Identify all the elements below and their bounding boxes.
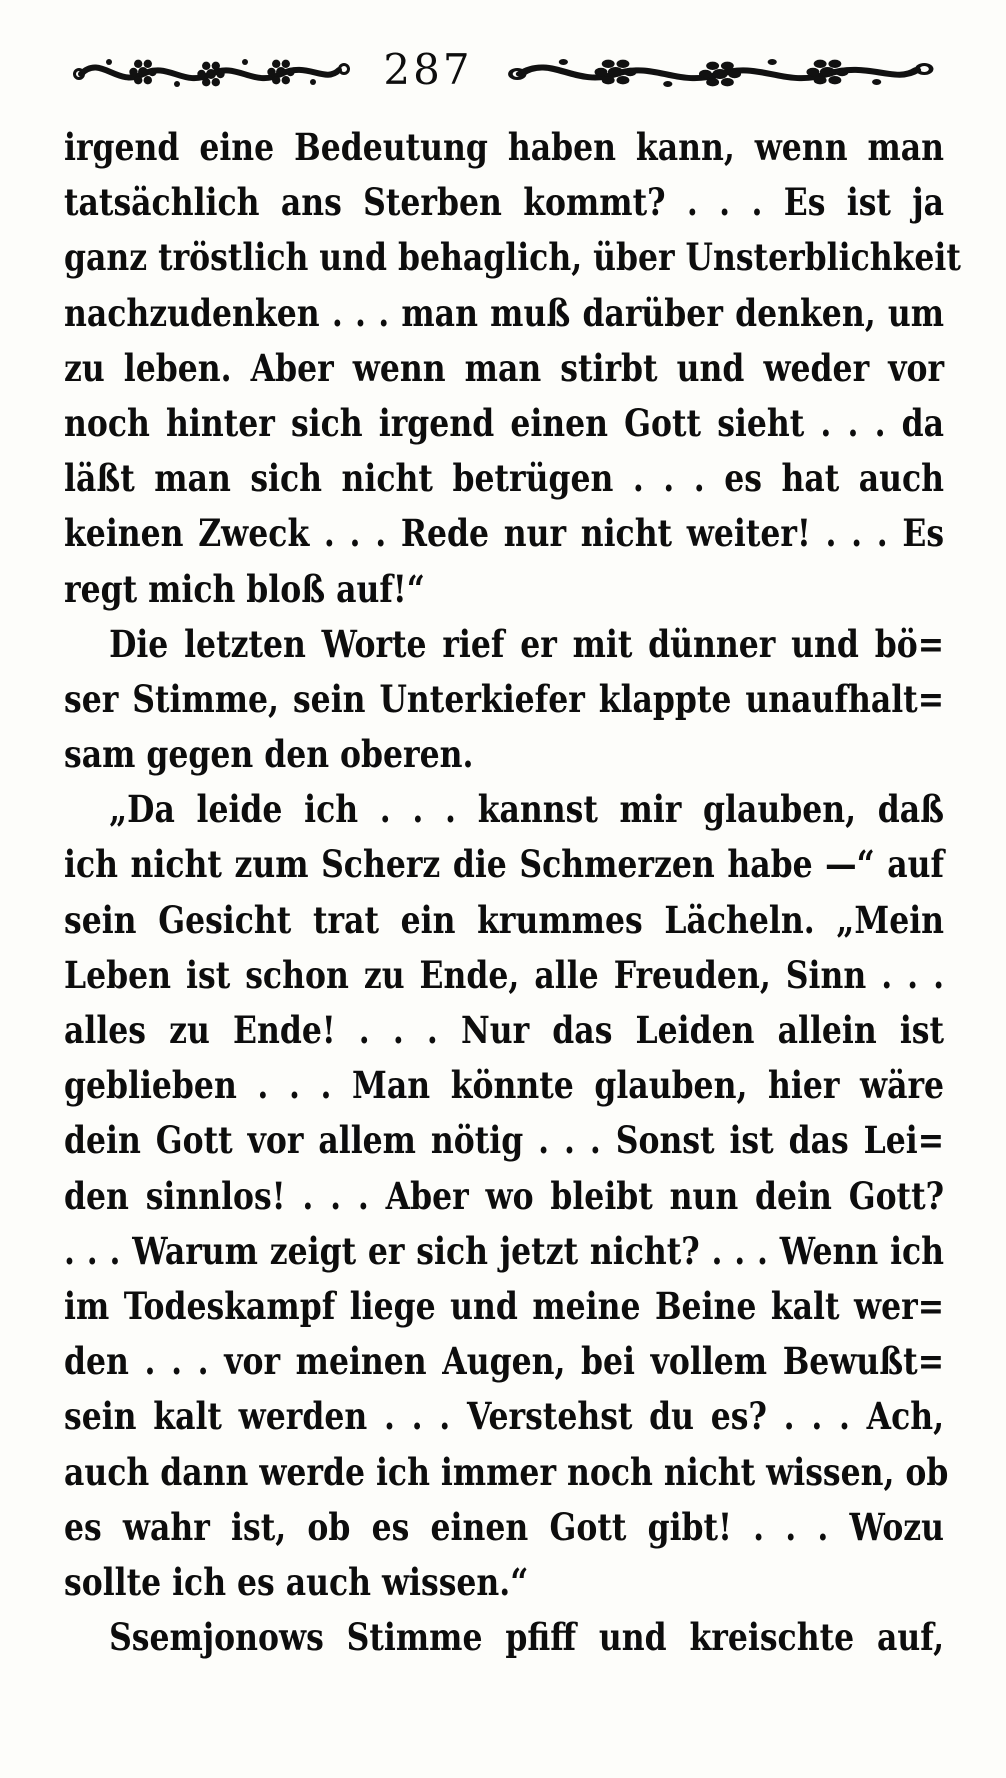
text-line: Die letzten Worte rief er mit dünner und bö= — [109, 621, 945, 666]
page-header — [0, 42, 1006, 98]
text-line: keinen Zweck . . . Rede nur nicht weiter! . . . Es — [64, 511, 945, 556]
text-line: zu leben. Aber wenn man stirbt und weder vor — [64, 345, 945, 390]
text-line: ser Stimme, sein Unterkiefer klappte unaufhalt= — [64, 676, 945, 721]
text-line: ich nicht zum Scherz die Schmerzen habe —“ auf — [64, 842, 945, 887]
text-line: sein kalt werden . . . Verstehst du es? . . . Ach, — [64, 1394, 945, 1439]
text-line: regt mich bloß auf!“ — [64, 566, 425, 611]
text-line: Ssemjonows Stimme pfiff und kreischte auf, — [109, 1615, 945, 1660]
text-line: „Da leide ich . . . kannst mir glauben, daß — [109, 787, 945, 832]
body-text — [64, 120, 961, 1665]
text-line: alles zu Ende! . . . Nur das Leiden allein ist — [64, 1008, 945, 1052]
page-number: 287 — [383, 45, 473, 94]
text-line: geblieben . . . Man könnte glauben, hier wäre — [64, 1063, 945, 1108]
text-line: tatsächlich ans Sterben kommt? . . . Es ist ja — [64, 180, 945, 225]
header-flourish-left-icon — [71, 48, 351, 92]
text-line: den sinnlos! . . . Aber wo bleibt nun dein Gott? — [64, 1173, 945, 1218]
text-line: dein Gott vor allem nötig . . . Sonst ist das Lei= — [64, 1118, 945, 1163]
text-line: nachzudenken . . . man muß darüber denken, um — [64, 290, 945, 335]
text-line: sein Gesicht trat ein krummes Lächeln. „Mein — [64, 897, 945, 942]
text-line: läßt man sich nicht betrügen . . . es hat auch — [64, 456, 945, 501]
text-line: den . . . vor meinen Augen, bei vollem Bewußt= — [64, 1339, 945, 1384]
text-line: im Todeskampf liege und meine Beine kalt wer= — [64, 1283, 945, 1328]
text-line: sollte ich es auch wissen.“ — [64, 1559, 529, 1604]
text-line: . . . Warum zeigt er sich jetzt nicht? . . . Wenn ich — [64, 1228, 945, 1273]
header-flourish-right-icon — [505, 48, 935, 92]
text-line: irgend eine Bedeutung haben kann, wenn man — [64, 125, 945, 169]
text-line: auch dann werde ich immer noch nicht wissen, ob — [64, 1449, 949, 1494]
text-line: sam gegen den oberen. — [64, 732, 474, 777]
text-line: es wahr ist, ob es einen Gott gibt! . . . Wozu — [64, 1504, 945, 1549]
text-line: ganz tröstlich und behaglich, über Unsterblichkeit — [64, 235, 961, 280]
text-line: noch hinter sich irgend einen Gott sieht . . . da — [64, 400, 945, 445]
text-line: Leben ist schon zu Ende, alle Freuden, Sinn . . . — [64, 952, 945, 997]
